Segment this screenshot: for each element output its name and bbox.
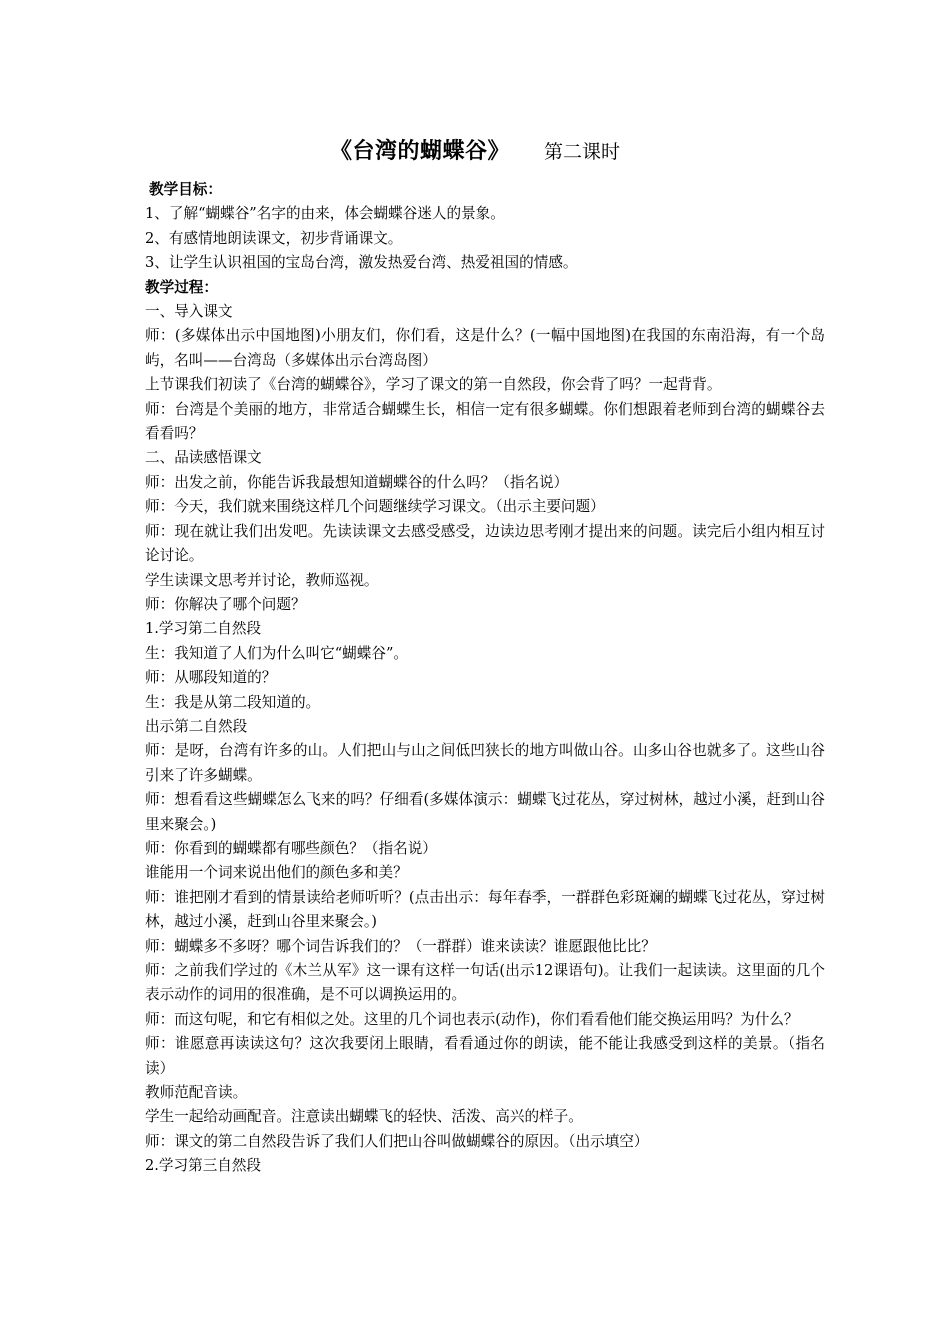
title-main: 《台湾的蝴蝶谷》 [329,138,510,164]
paragraph: 学生读课文思考并讨论，教师巡视。 [145,571,379,589]
document-title [0,134,950,165]
paragraph: 二、品读感悟课文 [145,449,262,467]
paragraph: 师：你看到的蝴蝶都有哪些颜色？（指名说） [145,839,437,857]
paragraph: 师：从哪段知道的？ [145,669,277,687]
paragraph: 一、导入课文 [145,303,233,321]
document-body [145,178,825,1179]
paragraph: 生：我知道了人们为什么叫它“蝴蝶谷”。 [145,644,409,662]
paragraph: 生：我是从第二段知道的。 [145,693,321,711]
paragraph: 师：台湾是个美丽的地方，非常适合蝴蝶生长，相信一定有很多蝴蝶。你们想跟着老师到台湾的蝴蝶谷去看看吗？ [145,400,825,443]
paragraph: 出示第二自然段 [145,717,248,735]
paragraph: 师：之前我们学过的《木兰从军》这一课有这样一句话(出示12课语句)。让我们一起读读。这里面的几个表示动作的词用的很准确，是不可以调换运用的。 [145,962,825,1004]
paragraph: 上节课我们初读了《台湾的蝴蝶谷》，学习了课文的第一自然段，你会背了吗？一起背背。 [145,376,722,394]
paragraph: 师：课文的第二自然段告诉了我们人们把山谷叫做蝴蝶谷的原因。（出示填空） [145,1132,649,1150]
paragraph: 师：(多媒体出示中国地图)小朋友们，你们看，这是什么？(一幅中国地图)在我国的东南沿海，有一个岛屿，名叫——台湾岛（多媒体出示台湾岛图） [145,327,825,369]
paragraph: 1、了解“蝴蝶谷”名字的由来，体会蝴蝶谷迷人的景象。 [145,205,505,223]
paragraph: 师：想看看这些蝴蝶怎么飞来的吗？仔细看(多媒体演示：蝴蝶飞过花丛，穿过树林，越过小溪，赶到山谷里来聚会。) [145,791,825,833]
paragraph: 师：现在就让我们出发吧。先读读课文去感受感受，边读边思考刚才提出来的问题。读完后小组内相互讨论讨论。 [145,522,825,565]
paragraph: 2、有感情地朗读课文，初步背诵课文。 [145,229,403,247]
paragraph: 师：蝴蝶多不多呀？哪个词告诉我们的？（一群群）谁来读读？谁愿跟他比比？ [145,937,656,955]
paragraph: 2.学习第三自然段 [145,1157,262,1175]
section-heading: 教学目标： [149,181,222,198]
paragraph: 1.学习第二自然段 [145,620,262,638]
title-sub: 第二课时 [544,141,621,163]
paragraph: 教师范配音读。 [145,1084,248,1102]
paragraph: 师：出发之前，你能告诉我最想知道蝴蝶谷的什么吗？（指名说） [145,473,569,491]
paragraph: 师：谁把刚才看到的情景读给老师听听？(点击出示：每年春季，一群群色彩斑斓的蝴蝶飞过花丛，穿过树林，越过小溪，赶到山谷里来聚会。) [145,888,825,931]
paragraph: 学生一起给动画配音。注意读出蝴蝶飞的轻快、活泼、高兴的样子。 [145,1108,583,1126]
paragraph: 师：今天，我们就来围绕这样几个问题继续学习课文。（出示主要问题） [145,498,605,516]
paragraph: 师：你解决了哪个问题？ [145,595,306,613]
paragraph: 师：谁愿意再读读这句？这次我要闭上眼睛，看看通过你的朗读，能不能让我感受到这样的美景。（指名读） [145,1035,825,1077]
paragraph: 谁能用一个词来说出他们的颜色多和美？ [145,864,408,882]
section-heading: 教学过程： [145,278,218,296]
paragraph: 3、让学生认识祖国的宝岛台湾，激发热爱台湾、热爱祖国的情感。 [145,254,578,272]
paragraph: 师：而这句呢，和它有相似之处。这里的几个词也表示(动作)，你们看看他们能交换运用吗？为什么？ [145,1010,799,1028]
paragraph: 师：是呀，台湾有许多的山。人们把山与山之间低凹狭长的地方叫做山谷。山多山谷也就多了。这些山谷引来了许多蝴蝶。 [145,742,825,784]
